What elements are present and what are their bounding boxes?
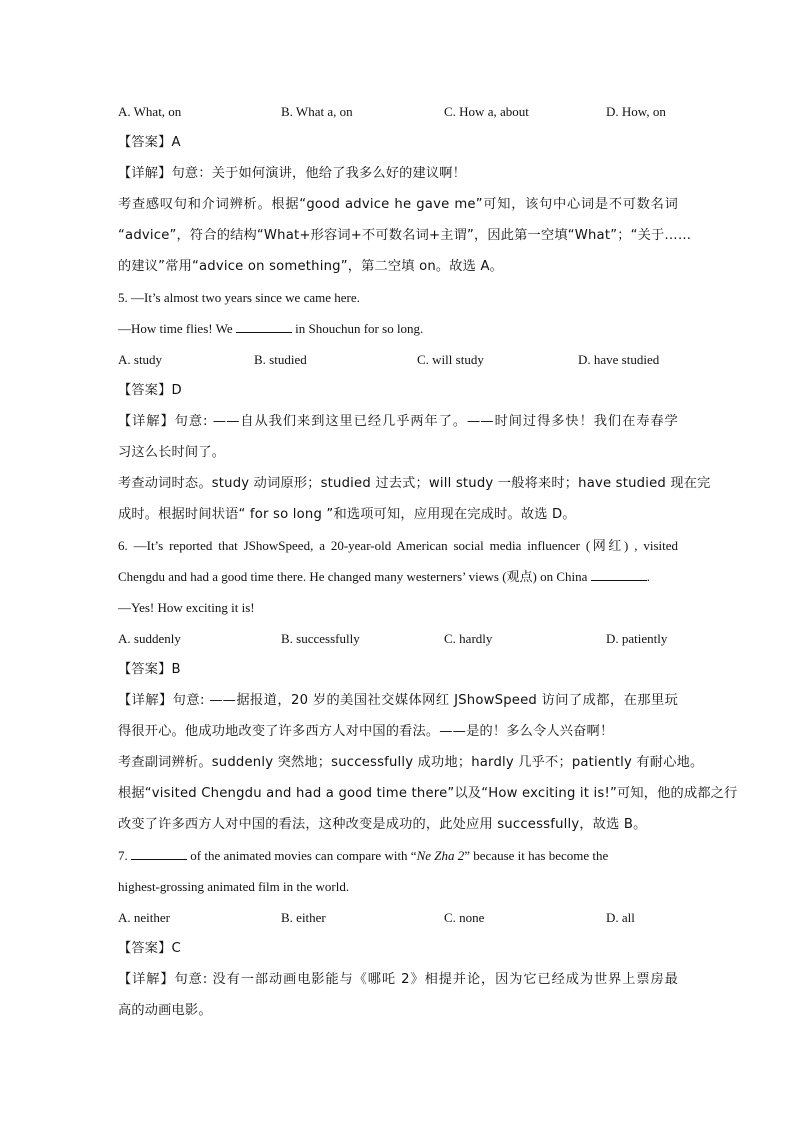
q6-detail-5: 改变了许多西方人对中国的看法，这种改变是成功的，此处应用 successfully，故选 B。: [118, 817, 647, 832]
q7-options: [118, 906, 678, 937]
q6-answer: 【答案】B: [118, 662, 181, 677]
q6-detail-3: 考查副词辨析。suddenly 突然地；successfully 成功地；hardly 几乎不；patiently 有耐心地。: [118, 755, 704, 770]
q7-detail-1: 【详解】句意: 没有一部动画电影能与《哪吒 2》相提并论，因为它已经成为世界上票房最: [118, 972, 678, 987]
q7-detail-2: 高的动画电影。: [118, 1003, 212, 1018]
q4-option-b: B. What a, on: [281, 104, 353, 119]
q5-answer: 【答案】D: [118, 383, 182, 398]
q5-options: [118, 348, 678, 379]
q5-stem-2-before: —How time flies! We: [118, 321, 233, 336]
q5-stem-1: 5. —It’s almost two years since we came here.: [118, 290, 360, 305]
q5-detail-1: 【详解】句意: ——自从我们来到这里已经几乎两年了。——时间过得多快！我们在寿春学: [118, 414, 678, 429]
q7-stem-2: highest-grossing animated film in the world.: [118, 879, 350, 894]
q5-stem-2-after: in Shouchun for so long.: [295, 321, 424, 336]
q5-option-a: A. study: [118, 352, 163, 367]
q6-detail-1: 【详解】句意: ——据报道，20 岁的美国社交媒体网红 JShowSpeed 访问了成都，在那里玩: [118, 693, 678, 708]
q7-answer: 【答案】C: [118, 941, 181, 956]
q6-stem-2-after: .: [646, 569, 650, 584]
q7-number: 7.: [118, 848, 128, 863]
q6-detail-4: 根据“visited Chengdu and had a good time there”以及“How exciting it is!”可知，他的成都之行: [118, 786, 738, 801]
q6-option-d: D. patiently: [606, 631, 668, 646]
q6-option-c: C. hardly: [444, 631, 493, 646]
q6-stem-2-before: Chengdu and had a good time there. He changed many westerners’ views (观点) on China: [118, 569, 588, 584]
q6-option-b: B. successfully: [281, 631, 360, 646]
q5-blank: [236, 320, 292, 333]
q5-detail-4: 成时。根据时间状语“ for so long ”和选项可知，应用现在完成时。故选 D。: [118, 507, 576, 522]
q6-options: [118, 627, 678, 658]
q7-option-a: A. neither: [118, 910, 170, 925]
q4-answer: 【答案】A: [118, 135, 181, 150]
q6-detail-2: 得很开心。他成功地改变了许多西方人对中国的看法。——是的！多么令人兴奋啊！: [118, 724, 614, 739]
q5-option-d: D. have studied: [578, 352, 660, 367]
q6-stem-2: [118, 565, 678, 596]
q6-stem-1: 6. —It’s reported that JShowSpeed, a 20-year-old American social media influencer (网红) , visited: [118, 538, 678, 553]
q5-stem-2: [118, 317, 678, 348]
q7-stem-1-end: ” because it has become the: [464, 848, 609, 863]
q5-detail-2: 习这么长时间了。: [118, 445, 226, 460]
q7-option-b: B. either: [281, 910, 326, 925]
q7-stem-1-mid: of the animated movies can compare with “: [190, 848, 417, 863]
q7-blank: [131, 847, 187, 860]
q4-detail-3: “advice”，符合的结构“What+形容词+不可数名词+主谓”，因此第一空填“What”；“关于……: [118, 228, 692, 243]
q4-detail-4: 的建议”常用“advice on something”，第二空填 on。故选 A。: [118, 259, 504, 274]
q6-stem-3: —Yes! How exciting it is!: [118, 600, 255, 615]
q5-detail-3: 考查动词时态。study 动词原形；studied 过去式；will study 一般将来时；have studied 现在完: [118, 476, 711, 491]
q7-option-d: D. all: [606, 910, 635, 925]
q6-option-a: A. suddenly: [118, 631, 181, 646]
q4-option-c: C. How a, about: [444, 104, 529, 119]
q7-stem-1: [118, 844, 678, 875]
q7-option-c: C. none: [444, 910, 485, 925]
q4-option-d: D. How, on: [606, 104, 666, 119]
q4-option-a: A. What, on: [118, 104, 182, 119]
q4-detail-1: 【详解】句意：关于如何演讲，他给了我多么好的建议啊！: [118, 166, 467, 181]
q6-blank: [591, 568, 647, 581]
q4-detail-2: 考查感叹句和介词辨析。根据“good advice he gave me”可知，该句中心词是不可数名词: [118, 197, 678, 212]
q4-options: [118, 100, 678, 131]
q7-movie-title: Ne Zha 2: [416, 848, 465, 863]
q5-option-c: C. will study: [417, 352, 484, 367]
q5-option-b: B. studied: [254, 352, 307, 367]
document-page: [118, 100, 738, 1030]
